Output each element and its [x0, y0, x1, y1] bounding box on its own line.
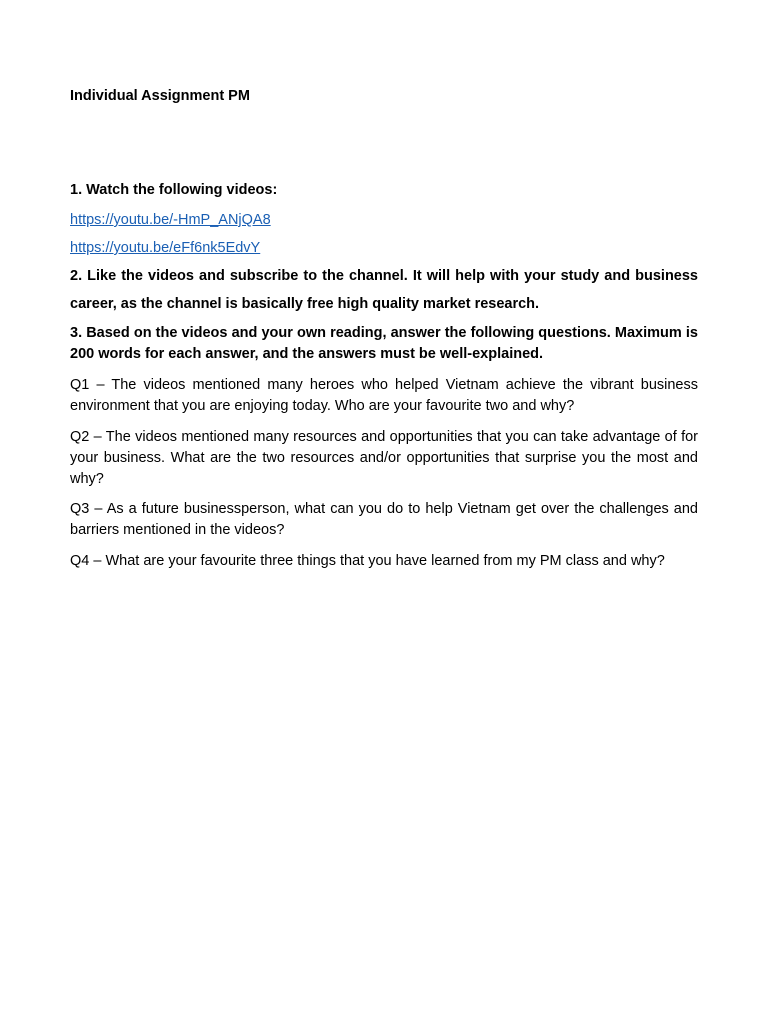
question-4: Q4 – What are your favourite three things that you have learned from my PM class and why? — [70, 553, 665, 569]
question-2: Q2 – The videos mentioned many resources and opportunities that you can take advantage of for your business. What are the two resources and/or opportunities that surprise you the most and why? — [70, 429, 698, 487]
step-1-heading: 1. Watch the following videos: — [70, 182, 278, 198]
step-3-paragraph: 3. Based on the videos and your own reading, answer the following questions. Maximum is 200 words for each answer, and the answers must be well-explained. — [70, 325, 698, 362]
video-link-2[interactable]: https://youtu.be/eFf6nk5EdvY — [70, 240, 261, 256]
document-title: Individual Assignment PM — [70, 88, 250, 104]
video-link-1-row — [70, 210, 698, 231]
video-link-1[interactable]: https://youtu.be/-HmP_ANjQA8 — [70, 212, 271, 228]
video-link-2-row — [70, 238, 698, 259]
question-3: Q3 – As a future businessperson, what can you do to help Vietnam get over the challenges and barriers mentioned in the videos? — [70, 501, 698, 538]
question-1: Q1 – The videos mentioned many heroes who helped Vietnam achieve the vibrant business environment that you are enjoying today. Who are your favourite two and why? — [70, 377, 698, 414]
step-2-paragraph: 2. Like the videos and subscribe to the channel. It will help with your study and business career, as the channel is basically free high quality market research. — [70, 268, 698, 312]
